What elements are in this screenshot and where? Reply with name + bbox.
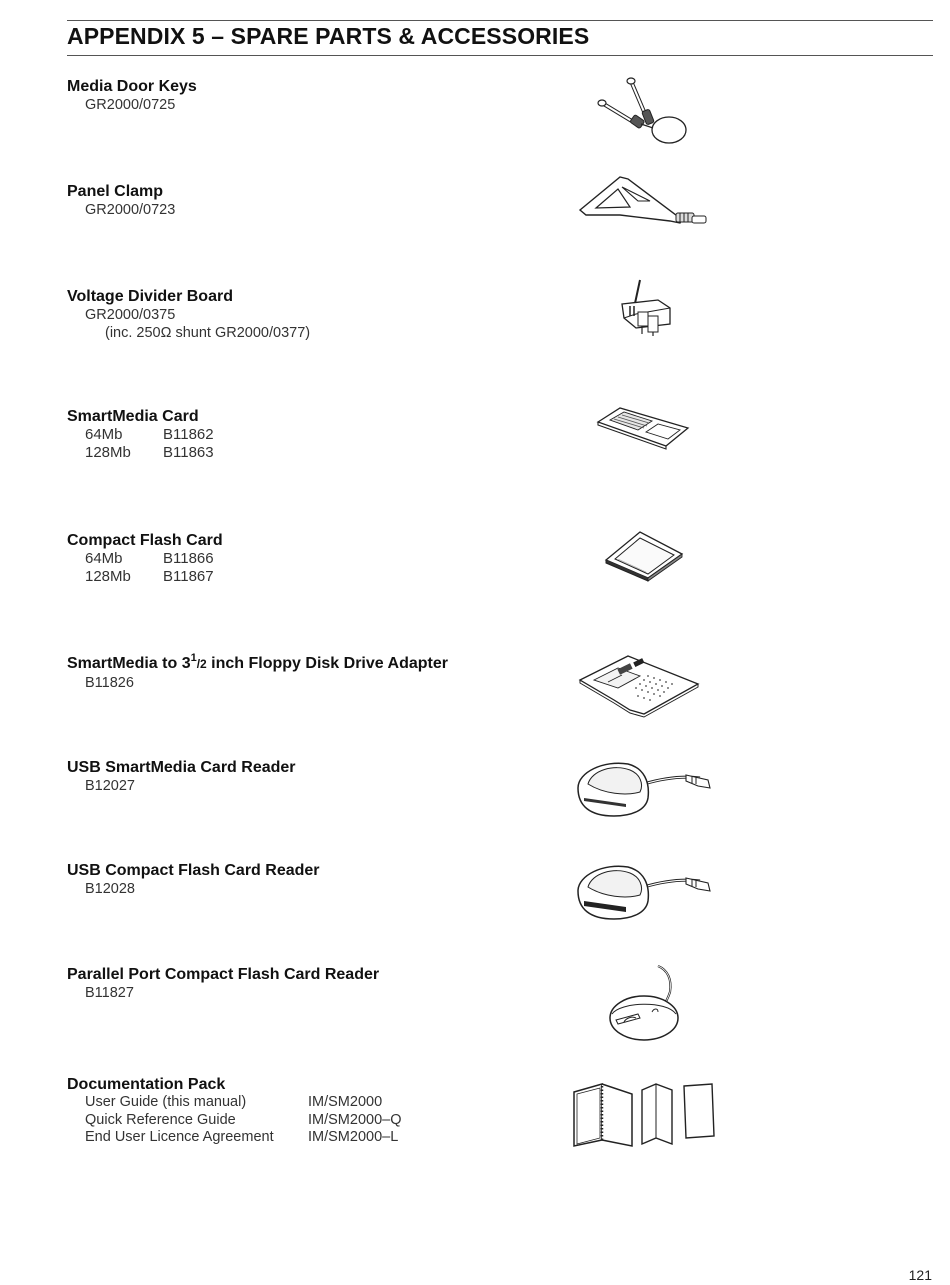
item-code: B11826 xyxy=(85,675,134,691)
page-number: 121 xyxy=(908,1267,932,1283)
item-name-suffix: inch Floppy Disk Drive Adapter xyxy=(206,655,448,672)
item-name: Parallel Port Compact Flash Card Reader xyxy=(67,966,380,983)
item-name: Media Door Keys xyxy=(67,78,197,95)
item-name: Compact Flash Card xyxy=(67,532,223,549)
doc-entry-code: IM/SM2000–Q xyxy=(308,1111,402,1128)
doc-entry-code: IM/SM2000 xyxy=(308,1094,383,1110)
item-voltage-divider-board xyxy=(67,287,310,342)
item-code: GR2000/0375 xyxy=(85,307,176,323)
item-name: USB SmartMedia Card Reader xyxy=(67,759,296,776)
smartmedia-card-illustration xyxy=(596,404,692,452)
item-usb-cf-reader xyxy=(67,861,320,898)
doc-entry-desc: End User Licence Agreement xyxy=(85,1129,274,1145)
variant-code: B11863 xyxy=(163,444,214,461)
doc-entry xyxy=(67,1094,402,1112)
item-floppy-adapter xyxy=(67,651,448,692)
item-note: (inc. 250Ω shunt GR2000/0377) xyxy=(105,325,311,341)
media-door-keys-illustration xyxy=(595,76,695,148)
item-name: SmartMedia Card xyxy=(67,408,199,425)
variant-size: 128Mb xyxy=(85,444,131,461)
item-parallel-cf-reader xyxy=(67,965,379,1002)
doc-entry-desc: User Guide (this manual) xyxy=(85,1094,247,1110)
variant-size: 64Mb xyxy=(85,550,123,567)
panel-clamp-illustration xyxy=(578,175,710,231)
item-code: B11827 xyxy=(85,985,134,1001)
item-panel-clamp xyxy=(67,182,175,219)
usb-smartmedia-reader-illustration xyxy=(574,754,714,820)
voltage-divider-board-illustration xyxy=(618,278,674,338)
item-name-prefix: SmartMedia to 3 xyxy=(67,655,191,672)
item-code: GR2000/0725 xyxy=(85,97,176,113)
item-code: B12028 xyxy=(85,881,135,897)
variant-size: 128Mb xyxy=(85,568,131,585)
item-name: Voltage Divider Board xyxy=(67,288,233,305)
variant-row xyxy=(67,444,214,462)
item-media-door-keys xyxy=(67,77,197,114)
doc-entry xyxy=(67,1129,402,1147)
item-name-superscript: 1 xyxy=(190,651,197,664)
item-documentation-pack xyxy=(67,1075,402,1147)
variant-code: B11867 xyxy=(163,568,214,585)
usb-cf-reader-illustration xyxy=(574,857,714,923)
item-name: USB Compact Flash Card Reader xyxy=(67,862,320,879)
doc-entry-code: IM/SM2000–L xyxy=(308,1129,399,1145)
item-name-fraction: /2 xyxy=(196,657,207,671)
variant-row xyxy=(67,568,223,586)
item-name: Documentation Pack xyxy=(67,1076,226,1093)
doc-entry-desc: Quick Reference Guide xyxy=(85,1111,236,1128)
compact-flash-card-illustration xyxy=(604,530,686,582)
item-usb-smartmedia-reader xyxy=(67,758,296,795)
documentation-pack-illustration xyxy=(572,1082,718,1148)
variant-code: B11866 xyxy=(163,550,214,567)
variant-size: 64Mb xyxy=(85,426,123,443)
item-compact-flash-card xyxy=(67,531,223,586)
parallel-port-reader-illustration xyxy=(606,962,682,1044)
doc-entry xyxy=(67,1112,402,1130)
item-name xyxy=(67,651,448,674)
item-code: B12027 xyxy=(85,778,135,794)
variant-code: B11862 xyxy=(163,426,214,443)
page-title: APPENDIX 5 – SPARE PARTS & ACCESSORIES xyxy=(67,23,590,49)
floppy-adapter-illustration xyxy=(578,654,702,718)
header-rule-bottom xyxy=(67,55,933,56)
item-smartmedia-card xyxy=(67,407,214,462)
item-code: GR2000/0723 xyxy=(85,202,176,218)
header-rule-top xyxy=(67,20,933,21)
item-name: Panel Clamp xyxy=(67,183,164,200)
variant-row xyxy=(67,426,214,444)
variant-row xyxy=(67,550,223,568)
